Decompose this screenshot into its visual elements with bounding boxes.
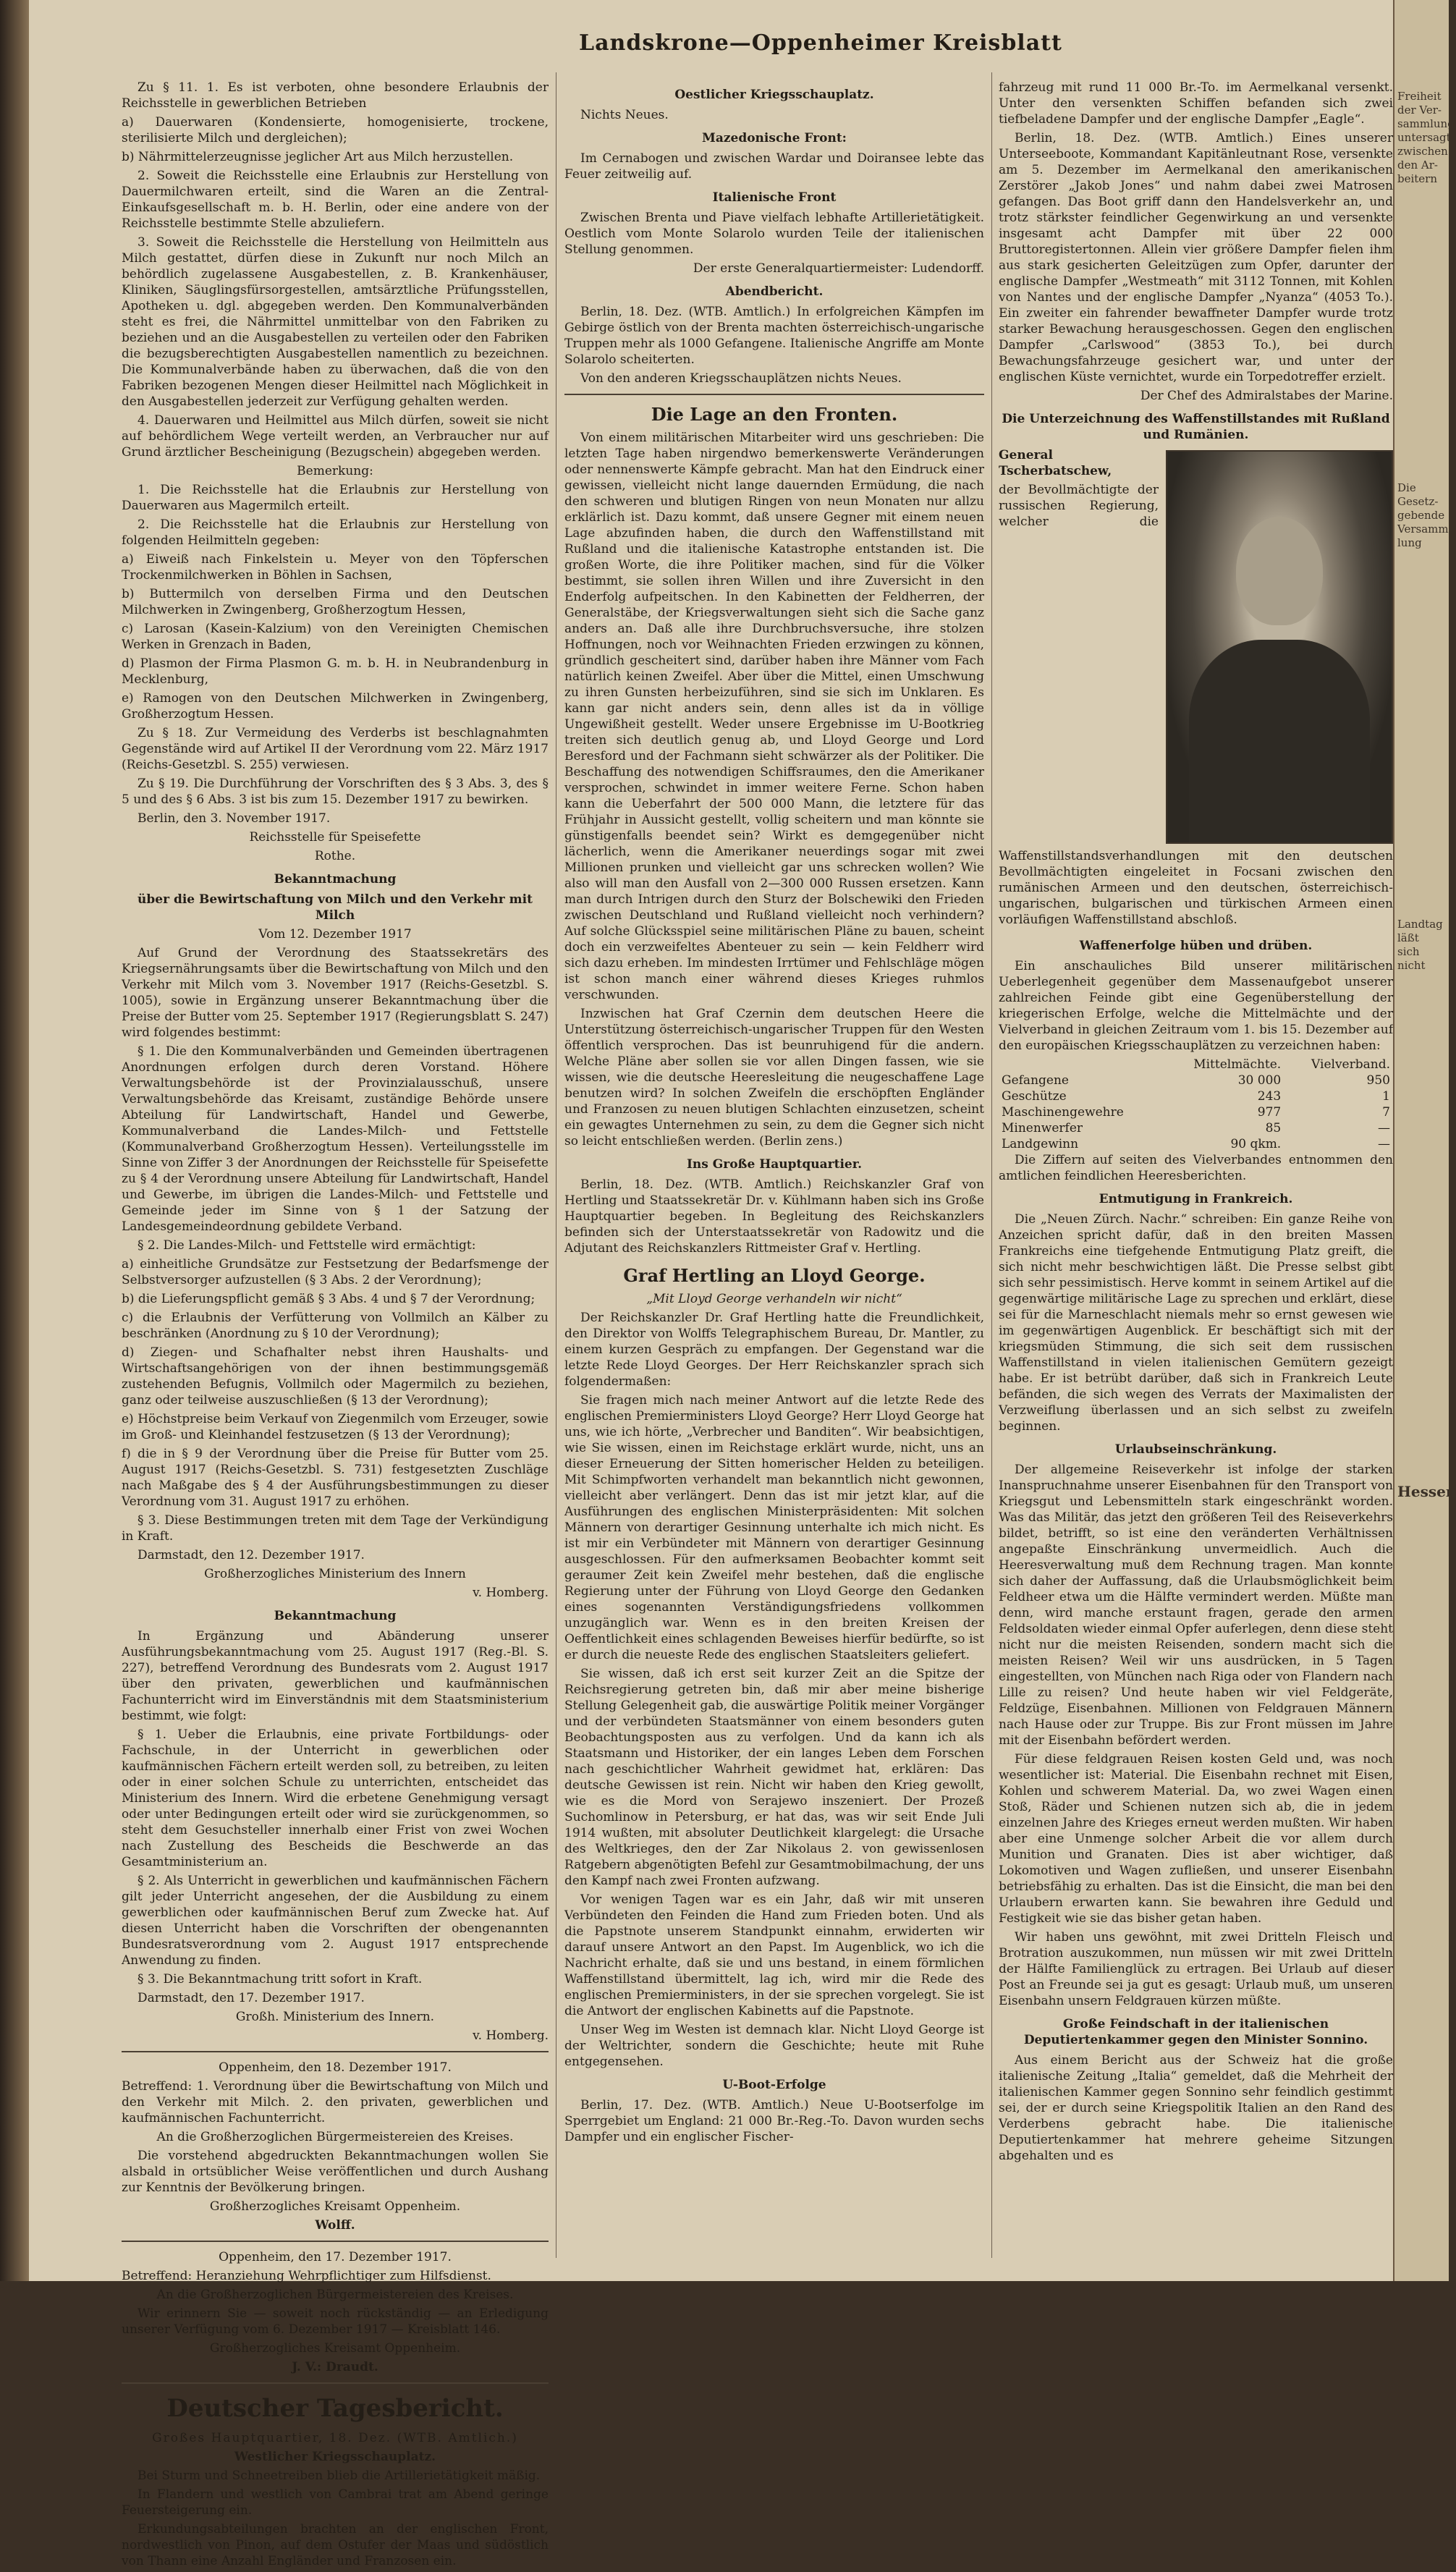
general-portrait-photo [1166,450,1393,844]
paragraph: 2. Die Reichsstelle hat die Erlaubnis zur Herstellung von folgenden Heilmitteln gegeben: [122,517,549,548]
paragraph: a) Dauerwaren (Kondensierte, homogenisierte, trockene, sterilisierte Milch und dergleichen); [122,115,549,145]
subheading: Oestlicher Kriegsschauplatz. [674,88,874,102]
paragraph: In Ergänzung und Abänderung unserer Ausführungsbekanntmachung vom 25. August 1917 (Reg.-Bl. S. 227), betreffend Verordnung des Bundesrats vom 2. August 1917 über den privaten, gewerblichen und kaufmännischen Fachunterricht wird im Einverständnis mit dem Staatsministerium bestimmt, wie folgt: [122,1629,549,1723]
paragraph: Bei Sturm und Schneetreiben blieb die Artillerietätigkeit mäßig. [137,2469,541,2483]
signature: v. Homberg. [473,1586,549,1600]
column-2 [564,80,984,2148]
signature: J. V.: Draudt. [292,2360,378,2374]
column-3 [999,80,1393,2167]
table-row [999,1073,1393,1088]
paragraph: Unser Weg im Westen ist demnach klar. Nicht Lloyd George ist der Weltrichter, sondern die Geschichte; heute mit Ruhe entgegensehen. [564,2023,984,2069]
article-title: Ins Große Hauptquartier. [686,1157,863,1172]
table-cell: Gefangene [1002,1073,1069,1088]
paragraph: § 3. Die Bekanntmachung tritt sofort in Kraft. [137,1972,423,1987]
table-cell: 85 [1265,1121,1282,1135]
table-cell: 243 [1257,1089,1282,1104]
notice-title: Bekanntmachung [274,872,397,887]
paragraph: Inzwischen hat Graf Czernin dem deutschen Heere die Unterstützung österreichisch-ungarischer Truppen für den Westen öffentlich versprochen. Das ist beunruhigend für die andern. Welche Pläne aber sollen sie vor allen Dingen fassen, wie sie wissen, wie die deutsche Heeresleitung die neugeschaffene Lage benutzen wird? In solchen Zweifeln die erschöpften Engländer und Franzosen zu neuen blutigen Schlachten einzusetzen, scheint ein gewagtes Unternehmen zu sein, zu dem die Gegner sich nicht so leicht entschließen werden. (Berlin zens.) [564,1007,984,1148]
paragraph: Erkundungsabteilungen brachten an der englischen Front, nordwestlich von Pinon, auf dem Ostufer der Maas und südöstlich von Thann eine Anzahl Engländer und Franzosen ein. [122,2522,549,2568]
table-header-row [999,1057,1393,1073]
dateline: Darmstadt, den 12. Dezember 1917. [137,1548,365,1562]
signature: Wolff. [315,2218,355,2233]
signature: v. Homberg. [473,2029,549,2043]
paragraph: Die Ziffern auf seiten des Vielverbandes entnommen den amtlichen feindlichen Heeresberichten. [999,1153,1393,1183]
paragraph: In Flandern und westlich von Cambrai trat am Abend geringe Feuersteigerung ein. [122,2487,549,2518]
paragraph: § 2. Als Unterricht in gewerblichen und kaufmännischen Fächern gilt jeder Unterricht angesehen, der die Ausbildung zu einem gewerblichen oder kaufmännischen Beruf zum Zwecke hat. Auf diesen Unterricht haben die Vorschriften der obengenannten Bundesratsverordnung vom 2. August 1917 entsprechende Anwendung zu finden. [122,1874,549,1968]
notice-subtitle: über die Bewirtschaftung von Milch und den Verkehr mit Milch [137,892,533,923]
paragraph: e) Höchstpreise beim Verkauf von Ziegenmilch vom Erzeuger, sowie im Groß- und Kleinhandel festzusetzen (§ 13 der Verordnung); [122,1412,549,1442]
article-title: U-Boot-Erfolge [722,2078,826,2092]
paragraph: 3. Soweit die Reichsstelle die Herstellung von Heilmitteln aus Milch gestattet, dürfen diese in Zukunft nur noch Milch an behördlich zugelassene Ausgabestellen, z. B. Krankenhäuser, Kliniken, Säuglingsfürsorgestellen, amtsärztliche Prüfungsstellen, Apotheken u. dgl. abgegeben werden. Den Kommunalverbänden steht es frei, die Nährmittel unmittelbar von den Fabriken zu beziehen und an die Ausgabestellen zu verteilen oder den Fabriken die bezugsberechtigten Ausgabestellen namentlich zu bezeichnen. Die Kommunalverbände haben zu überwachen, daß die von den Fabriken bezogenen Mengen dieser Heilmittel nach Möglichkeit in den Ausgabestellen jederzeit zur Verfügung gehalten werden. [122,235,549,409]
adjacent-page-fragment: Freiheit der Ver- sammlung untersagt zwischen den Ar- beitern [1397,90,1455,185]
table-cell: 30 000 [1237,1073,1282,1088]
column-rule [991,72,992,2258]
paragraph: Wir erinnern Sie — soweit noch rückständig — an Erledigung unserer Verfügung vom 6. Dezember 1917 — Kreisblatt 146. [122,2306,549,2337]
paragraph: a) Eiweiß nach Finkelstein u. Meyer von den Töpferschen Trockenmilchwerken in Böhlen in Sachsen, [122,552,549,583]
paragraph: 1. Die Reichsstelle hat die Erlaubnis zur Herstellung von Dauerwaren aus Magermilch erteilt. [122,483,549,513]
adjacent-page-fragment: Die Gesetz- gebende Versamm- lung [1397,481,1452,549]
paragraph: Der Reichskanzler Dr. Graf Hertling hatte die Freundlichkeit, den Direktor von Wolffs Telegraphischem Bureau, Dr. Mantler, zu einem kurzen Gespräch zu empfangen. Der Gegenstand war die letzte Rede Lloyd Georges. Der Herr Reichskanzler sprach sich folgendermaßen: [564,1311,984,1389]
paragraph: Auf Grund der Verordnung des Staatssekretärs des Kriegsernährungsamts über die Bewirtschaftung von Milch und den Verkehr mit Milch vom 3. November 1917 (Reichs-Gesetzbl. S. 1005), sowie in Ergänzung unserer Bekanntmachung über die Preise der Butter vom 25. September 1917 (Regierungsblatt S. 247) wird folgendes bestimmt: [122,946,549,1040]
portrait-face [1236,517,1323,625]
paragraph: Nichts Neues. [580,108,669,122]
table-cell: Minenwerfer [1002,1121,1083,1135]
paragraph: Zu § 18. Zur Vermeidung des Verderbs ist beschlagnahmten Gegenstände wird auf Artikel II der Verordnung vom 22. März 1917 (Reichs-Gesetzbl. S. 255) verwiesen. [122,726,549,772]
paragraph: Betreffend: 1. Verordnung über die Bewirtschaftung von Milch und den Verkehr mit Milch. 2. den privaten, gewerblichen und kaufmännischen Fachunterricht. [122,2079,549,2125]
dateline: Berlin, den 3. November 1917. [137,811,331,826]
paragraph: c) die Erlaubnis der Verfütterung von Vollmilch an Kälber zu beschränken (Anordnung zu § 10 der Verordnung); [122,1311,549,1341]
article-title: Graf Hertling an Lloyd George. [623,1265,926,1286]
table-cell: 977 [1257,1105,1282,1120]
signature: Großh. Ministerium des Innern. [235,2010,435,2024]
dateline: Oppenheim, den 17. Dezember 1917. [219,2250,452,2264]
paragraph: Der allgemeine Reiseverkehr ist infolge der starken Inanspruchnahme unserer Eisenbahnen für den Transport von Kriegsgut und Lebensmitteln stark eingeschränkt worden. Was das Militär, das jetzt den größeren Teil des Reiseverkehrs bildet, betrifft, so ist eine den veränderten Verhältnissen angepaßte Einschränkung unvermeidlich. Auch die Heeresverwaltung muß dem Rechnung tragen. Man konnte sich daher der Auffassung, daß die Urlaubsmöglichkeit beim Feldheer etwa um die Hälfte vermindert werden. Müßte man denn, wird manche erstaunt fragen, gerade den armen Feldsoldaten wieder einmal Opfer auferlegen, denn diese steht nicht nur die meisten Reisenden, sondern macht sich die meisten Reisen? Weil wir uns ausdrücken, in 5 Tagen eingestellten, von München nach Riga oder von Flandern nach Lille zu reisen? Und heute haben wir viel Feldgeräte, Feldzüge, Eisenbahnen. Millionen von Feldgrauen Männern nach Hause oder zur Truppe. Bis zur Front müssen im Jahre mit der Eisenbahn befördert werden. [999,1463,1393,1748]
paragraph: Berlin, 18. Dez. (WTB. Amtlich.) Eines unserer Unterseeboote, Kommandant Kapitänleutnant Rose, versenkte am 5. Dezember im Aermelkanal den amerikanischen Zerstörer „Jakob Jones“ und nahm dabei zwei Matrosen gefangen. Das Boot griff dann den Handelsverkehr an, und trotz stärkster feindlicher Gegenwirkung an und versenkte insgesamt acht Dampfer mit über 22 000 Bruttoregistertonnen. Allein vier größere Dampfer fielen ihm aus stark gesicherten Geleitzügen zum Opfer, darunter der englische Dampfer „Westmeath“ mit 3112 Tonnen, mit Kohlen von Nantes und der englische Dampfer „Nyanza“ (4053 To.). Ein zweiter ein fahrender bewaffneter Dampfer wurde trotz starker Bewachung herausgeschossen. Gegen den englischen Dampfer „Carlswood“ (3853 To.), bei durch Bewachungsfahrzeuge gesichert war, und unter der englischen Küste vernichtet, wurde ein Torpedotreffer erzielt. [999,131,1393,384]
paragraph: 2. Soweit die Reichsstelle eine Erlaubnis zur Herstellung von Dauermilchwaren erteilt, sind die Waren an die Zentral-Einkaufsgesellschaft m. b. H. Berlin, oder eine andere von der Reichsstelle bestimmte Stelle abzuliefern. [122,169,549,231]
table-row [999,1088,1393,1104]
table-cell: — [1378,1121,1390,1135]
paragraph: An die Großherzoglichen Bürgermeistereien des Kreises. [156,2288,514,2302]
paragraph: Sie fragen mich nach meiner Antwort auf die letzte Rede des englischen Premierministers Lloyd George? Herr Lloyd George hat uns, wie ich hörte, „Verbrecher und Banditen“. Wir beabsichtigen, wie Sie wissen, einen im Reichstage erklärt wurde, nicht, uns an dieser Erneuerung der Sitten homerischer Helden zu beteiligen. Mit Schimpfworten verhandelt man bekanntlich nicht gewonnen, vielleicht aber verlängert. Denn das ist mir jetzt klar, auf die Ausführungen des englischen Ministerpräsidenten: Mit solchen Männern von derartiger Gesinnung unterhalte ich mich nicht. Es ist mir ein Verbündeter mit Männern von derartiger Gesinnung ausgeschlossen. Für den aufmerksamen Beobachter kommt seit geraumer Zeit kein Zweifel mehr bestehen, daß die englische Regierung unter der Führung von Lloyd George den Gedanken eines sogenannten Verständigungsfriedens vollkommen unzugänglich war. Wenn es in den breiten Kreisen der Oeffentlichkeit eines schlagenden Beweises hierfür bedürfte, so ist er durch die neueste Rede des englischen Staatsleiters geliefert. [564,1393,984,1662]
paragraph: Betreffend: Heranziehung Wehrpflichtiger zum Hilfsdienst. [122,2269,491,2283]
paragraph: 4. Dauerwaren und Heilmittel aus Milch dürfen, soweit sie nicht auf behördlichem Wege verteilt werden, an Verbraucher nur auf Grund ärztlicher Bescheinigung (Bezugschein) abgegeben werden. [122,413,549,460]
newspaper-page [29,0,1393,2568]
section-title: Deutscher Tagesbericht. [166,2394,504,2423]
adjacent-page-fragment: Hessen [1397,1483,1456,1500]
paragraph: Zu § 11. 1. Es ist verboten, ohne besondere Erlaubnis der Reichsstelle in gewerblichen Betrieben [122,80,549,111]
paragraph: Zu § 19. Die Durchführung der Vorschriften des § 3 Abs. 3, des § 5 und des § 6 Abs. 3 ist bis zum 15. Dezember 1917 zu bewirken. [122,777,549,807]
signature: Der Chef des Admiralstabes der Marine. [1140,389,1393,403]
table-header: Mittelmächte. [1193,1057,1282,1072]
table-cell: Geschütze [1002,1089,1067,1104]
portrait-caption: der Bevollmächtigte der russischen Regierung, welcher die Waffenstillstandsverhandlungen mit den deutschen Bevollmächtigten eingeleitet in Focsani zwischen den rumänischen Armeen und den deutschen, österreichisch-ungarischen, bulgarischen und türkischen Armeen einen vorläufigen Waffenstillstand abschloß. [999,483,1393,927]
subheading: Italienische Front [712,190,837,205]
signature: Großherzogliches Ministerium des Innern [204,1567,466,1581]
subheading: Mazedonische Front: [702,131,847,145]
paragraph: b) Buttermilch von derselben Firma und den Deutschen Milchwerken in Zwingenberg, Großherzogtum Hessen, [122,587,549,617]
paragraph: § 1. Ueber die Erlaubnis, eine private Fortbildungs- oder Fachschule, in der Unterricht in gewerblichen oder kaufmännischen Fächern erteilt werden soll, zu betreiben, zu leiten oder in einer solchen Schule zu unterrichten, entscheidet das Ministerium des Innern. Wird die erbetene Genehmigung versagt oder unter Bedingungen erteilt oder wird sie zurückgenommen, so steht dem Gesuchsteller innerhalb einer Frist von zwei Wochen nach Zustellung des Bescheids die Beschwerde an das Gesamtministerium an. [122,1727,549,1869]
masthead: Landskrone—Oppenheimer Kreisblatt [579,30,1062,56]
paragraph: e) Ramogen von den Deutschen Milchwerken in Zwingenberg, Großherzogtum Hessen. [122,691,549,722]
paragraph: Von einem militärischen Mitarbeiter wird uns geschrieben: Die letzten Tage haben nirgendwo bemerkenswerte Veränderungen oder nennenswerte Kämpfe gebracht. Man hat den Eindruck einer gewissen, vielleicht nicht lange dauernden Ermüdung, die nach den schweren und blutigen Ringen von neun Monaten nur allzu erklärlich ist. Dazu kommt, daß unsere Gegner mit einem neuen Lage abzufinden haben, die durch den Waffenstillstand mit Rußland und die italienische Katastrophe entstanden ist. Die großen Worte, die ihre Politiker machen, sind für die Völker bestimmt, sie sollen ihren Willen und ihre Zuversicht in den Enderfolg aufpeitschen. In den Kabinetten der Feldherren, der Generalstäbe, der Kriegsverwaltungen sieht sich die Sache ganz anders an. Daß alle ihre Durchbruchsversuche, ihre stolzen Hoffnungen, noch vor Weihnachten Frieden erzwingen zu können, gründlich gescheitert sind, darüber haben ihre Männer vom Fach natürlich keinen Zweifel. Aber über die Mittel, einen Umschwung zu ihren Gunsten herbeizuführen, sind sie sich im Unklaren. Es kann gar nicht anders sein, denn alles ist da in völlige Ungewißheit gestellt. Weder unsere Ergebnisse im U-Bootkrieg treiten sich deutlich genug ab, und Lloyd George und Lord Beresford und der Fachmann sieht schwärzer als der Politiker. Die Beschaffung des notwendigen Schiffsraumes, den die Amerikaner versprochen, schwindet in immer weitere Ferne. Schon haben kann die Ueberfahrt der 500 000 Mann, die letztere für das Frühjahr in Aussicht gestellt, vollig scheitern und man könnte sie günstigenfalls beendet sein? Wirkt es demgegenüber nicht lächerlich, wenn die Amerikaner neuerdings sogar mit zwei Millionen prunken und vielleicht gar uns schrecken wollen? Wie also will man den Ausfall von 2—300 000 Russen ersetzen. Kann man durch Intrigen durch den Sturz der Bolschewiki den Frieden zwischen Deutschland und Rußland vielleicht noch verhindern? Auf solche Glücksspiel seine militärischen Pläne zu bauen, scheint doch ein verzweifeltes Abenteuer zu sein — kein Feldherr wird sich dazu erheben. Im mindesten Irrtümer und Fehlschläge mögen ist schon manch einer während dieses Krieges ruhmlos verschwunden. [564,431,984,1002]
paragraph: f) die in § 9 der Verordnung über die Preise für Butter vom 25. August 1917 (Reichs-Gesetzbl. S. 731) festgesetzten Zuschläge nach Maßgabe des § 4 der Ausführungsbestimmungen zu dieser Verordnung vom 31. August 1917 zu erhöhen. [122,1447,549,1509]
table-cell: 7 [1382,1105,1390,1120]
paragraph: Vor wenigen Tagen war es ein Jahr, daß wir mit unseren Verbündeten den Feinden die Hand zum Frieden boten. Und als die Papstnote unserem Standpunkt einnahm, erwiderten wir darauf unsere Antwort an den Papst. Im Augenblick, wo ich die Nachricht erhalte, daß sie und uns bestand, in einem förmlichen Waffenstillstand übermittelt, lag ich, wird mir die Rede des englischen Premierministers, in der sie sprechen vorgelegt. Sie ist die Antwort der englischen Kabinetts auf die Papstnote. [564,1892,984,2018]
comparison-table [999,1057,1393,1152]
dateline: Darmstadt, den 17. Dezember 1917. [137,1991,365,2005]
paragraph: Wir haben uns gewöhnt, mit zwei Dritteln Fleisch und Brotration auszukommen, nun müssen wir mit zwei Dritteln der Hälfte Familienglück zu ertragen. Bei Urlaub auf dieser Post an Freunde sei ja gut es gesagt: Urlaub muß, um unseren Eisenbahn unsern Feldgrauen kürzen müßte. [999,1930,1393,2008]
subheading: Abendbericht. [725,284,824,299]
divider [122,2051,549,2052]
divider [122,2382,549,2384]
signature: Rothe. [314,849,356,863]
portrait-caption-name: General Tscherbatschew, [999,448,1112,478]
paragraph: a) einheitliche Grundsätze zur Festsetzung der Bedarfsmenge der Selbstversorger aufzustellen (§ 3 Abs. 2 der Verordnung); [122,1257,549,1287]
portrait-uniform [1189,640,1370,842]
paragraph: Von den anderen Kriegsschauplätzen nichts Neues. [580,371,902,386]
article-title: Waffenerfolge hüben und drüben. [1079,939,1313,953]
subheading: Westlicher Kriegsschauplatz. [234,2450,436,2464]
paragraph: d) Ziegen- und Schafhalter nebst ihren Haushalts- und Wirtschaftsangehörigen von der ihnen bestimmungsgemäß zustehenden Befugnis, Vollmilch oder Magermilch zu beziehen, ganz oder teilweise auszuschließen (§ 13 der Verordnung); [122,1345,549,1408]
table-cell: — [1378,1137,1390,1151]
paragraph: Sie wissen, daß ich erst seit kurzer Zeit an die Spitze der Reichsregierung getreten bin, daß mir aber meine bisherige Stellung Gelegenheit gab, die auswärtige Politik meiner Vorgänger und der verbündeten Staatsmänner von einem besonders guten Beobachtungsposten aus zu verfolgen. Und da kann ich als Staatsmann und Historiker, der ein langes Leben dem Forschen nach geschichtlicher Wahrheit gewidmet hat, erklären: Das deutsche Gewissen ist rein. Nicht wir haben den Krieg gewollt, wie es die Mord von Serajewo inszeniert. Der Prozeß Suchomlinow in Petersburg, er hat das, was wir seit Ende Juli 1914 wußten, mit absoluter Deutlichkeit klargelegt: die Ursache des Weltkrieges, den der Zar Nikolaus 2. von gewissenlosen Ratgebern abgenötigten Befehl zur Gesamtmobilmachung, der uns den Kampf nach zwei Fronten aufzwang. [564,1667,984,1888]
article-subtitle: „Mit Lloyd George verhandeln wir nicht“ [646,1292,902,1306]
paragraph: Im Cernabogen und zwischen Wardar und Doiransee lebte das Feuer zeitweilig auf. [564,151,984,182]
article-title: Entmutigung in Frankreich. [1099,1192,1293,1206]
article-title: Die Unterzeichnung des Waffenstillstandes mit Rußland und Rumänien. [1002,412,1390,442]
notice-date: Vom 12. Dezember 1917 [258,927,412,942]
table-row [999,1104,1393,1120]
divider [122,2241,549,2242]
paragraph: c) Larosan (Kasein-Kalzium) von den Vereinigten Chemischen Werken in Grenzach in Baden, [122,622,549,652]
adjacent-page-fragment: Landtag läßt sich nicht [1397,918,1443,972]
column-1 [122,80,549,2572]
divider [564,394,984,395]
table-cell: 950 [1366,1073,1390,1088]
paragraph: Aus einem Bericht aus der Schweiz hat die große italienische Zeitung „Italia“ gemeldet, daß die Mehrheit der italienischen Kammer gegen Sonnino sehr feindlich gestimmt sei, der er durch seine Kriegspolitik Italien an den Rand des Verderbens gebracht habe. Die italienische Deputiertenkammer hat mehrere geheime Sitzungen abgehalten und es [999,2053,1393,2163]
paragraph: Die vorstehend abgedruckten Bekanntmachungen wollen Sie alsbald in ortsüblicher Weise veröffentlichen und durch Aushang zur Kenntnis der Bevölkerung bringen. [122,2149,549,2195]
table-cell: Landgewinn [1002,1137,1079,1151]
subheading: Bemerkung: [297,464,373,478]
table-cell: 90 qkm. [1230,1137,1282,1151]
dateline: Oppenheim, den 18. Dezember 1917. [219,2060,452,2075]
table-row [999,1120,1393,1136]
paragraph: § 1. Die den Kommunalverbänden und Gemeinden übertragenen Anordnungen erfolgen durch deren Vorstand. Höhere Verwaltungsbehörde ist der Provinzialausschuß, unsere Verwaltungsbehörde das Kreisamt, zuständige Behörde unsere Abteilung für Landwirtschaft, Handel und Gewerbe, Kommunalverband die Landes-Milch- und Fettstelle (Kommunalverband Großherzogtum Hessen). Verteilungsstelle im Sinne von Ziffer 3 der Anordnungen der Reichsstelle für Speisefette zu § 4 der Verordnung unsere Abteilung für Landwirtschaft, Handel und Gewerbe, im übrigen die Landes-Milch- und Fettstelle und Gemeinde jeder im Sinne von § 1 der Satzung der Landesgemeindeordnung gebildete Verband. [122,1044,549,1234]
table-cell: Maschinengewehre [1002,1105,1124,1120]
paragraph: Ein anschauliches Bild unserer militärischen Ueberlegenheit gegenüber dem Massenaufgebot unserer zahlreichen Feinde gibt eine Gegenüberstellung der kriegerischen Erfolge, welche die Mittelmächte und der Vielverband in gleichen Zeitraum vom 1. bis 15. Dezember auf den europäischen Kriegsschauplätzen zu verzeichnen haben: [999,959,1393,1053]
paragraph: fahrzeug mit rund 11 000 Br.-To. im Aermelkanal versenkt. Unter den versenkten Schiffen befanden sich zwei tiefbeladene Dampfer und der englische Dampfer „Eagle“. [999,80,1393,127]
table-cell: 1 [1382,1089,1390,1104]
signature: Großherzogliches Kreisamt Oppenheim. [209,2199,461,2214]
table-header: Vielverband. [1311,1057,1390,1072]
paragraph: b) Nährmittelerzeugnisse jeglicher Art aus Milch herzustellen. [122,150,514,164]
signature: Großherzogliches Kreisamt Oppenheim. [209,2341,461,2356]
paragraph: Für diese feldgrauen Reisen kosten Geld und, was noch wesentlicher ist: Material. Die Eisenbahn rechnet mit Eisen, Kohlen und schwerem Material. Da, wo zwei Wagen einen Stoß, Räder und Schienen nutzen sich ab, die in jedem einzelnen Jahre des Krieges erneut werden mußten. Wir haben aber eine Unmenge solcher Arbeit die vor allem durch Munition und Granaten. Dies ist aber wichtiger, daß Lokomotiven und Wagen zufließen, und unserer Eisenbahn betriebsfähig zu erhalten. Das ist die Einsicht, die man bei den Urlaubern erwarten kann. Sie bewahren ihre Geduld und Festigkeit wie sie das bisher getan haben. [999,1752,1393,1926]
paragraph: d) Plasmon der Firma Plasmon G. m. b. H. in Neubrandenburg in Mecklenburg, [122,656,549,687]
article-title: Die Lage an den Fronten. [651,404,898,425]
paragraph: Berlin, 17. Dez. (WTB. Amtlich.) Neue U-Bootserfolge im Sperrgebiet um England: 21 000 Br.-Reg.-To. Davon wurden sechs Dampfer und ein englischer Fischer- [564,2098,984,2144]
paragraph: Berlin, 18. Dez. (WTB. Amtlich.) In erfolgreichen Kämpfen im Gebirge östlich von der Brenta machten österreichisch-ungarische Truppen mehr als 1000 Gefangene. Italienische Angriffe am Monte Solarolo scheiterten. [564,305,984,367]
article-title: Große Feindschaft in der italienischen Deputiertenkammer gegen den Minister Sonnino. [1023,2017,1368,2047]
article-title: Urlaubseinschränkung. [1114,1442,1277,1457]
paragraph: An die Großherzoglichen Bürgermeistereien des Kreises. [156,2130,514,2144]
paragraph: b) die Lieferungspflicht gemäß § 3 Abs. 4 und § 7 der Verordnung; [122,1292,536,1306]
signature: Reichsstelle für Speisefette [249,830,421,845]
notice-title: Bekanntmachung [274,1609,397,1623]
dateline: Großes Hauptquartier, 18. Dez. (WTB. Amtlich.) [152,2431,518,2445]
table-row [999,1136,1393,1152]
paragraph: § 3. Diese Bestimmungen treten mit dem Tage der Verkündigung in Kraft. [122,1513,549,1544]
paragraph: § 2. Die Landes-Milch- und Fettstelle wird ermächtigt: [137,1238,476,1253]
paragraph: Die „Neuen Zürch. Nachr.“ schreiben: Ein ganze Reihe von Anzeichen spricht dafür, daß in den breiten Massen Frankreichs eine tiefgehende Entmutigung Platz greift, die sich nicht mehr beschwichtigen läßt. Die Presse selbst gibt sich sehr pessimistisch. Herve kommt in seinem Artikel auf die gegenwärtige militärische Lage zu sprechen und erklärt, diese sei für die Marneschlacht niemals mehr so ernst gewesen wie im gegenwärtigen Augenblick. Er beschäftigt sich mit der kriegsmüden Stimmung, die sich seit dem russischen Waffenstillstand in vielen italienischen Gemütern gezeigt habe. Er ist betrübt darüber, daß sich in Frankreich Leute befänden, die sich wegen des Verrats der Maximalisten der Verzweiflung überlassen und an sich selbst zu zweifeln beginnen. [999,1212,1393,1434]
paragraph: Zwischen Brenta und Piave vielfach lebhafte Artillerietätigkeit. Oestlich vom Monte Solarolo wurden Teile der italienischen Stellung genommen. [564,211,984,257]
paragraph: Berlin, 18. Dez. (WTB. Amtlich.) Reichskanzler Graf von Hertling und Staatssekretär Dr. v. Kühlmann haben sich ins Große Hauptquartier begeben. In Begleitung des Reichskanzlers befinden sich der Unterstaatssekretär von Radowitz und die Adjutant des Reichskanzlers Rittmeister Graf v. Hertling. [564,1177,984,1256]
adjacent-page-edge [1393,0,1456,2281]
book-spine [0,0,29,2281]
signature: Der erste Generalquartiermeister: Ludendorff. [693,261,984,276]
